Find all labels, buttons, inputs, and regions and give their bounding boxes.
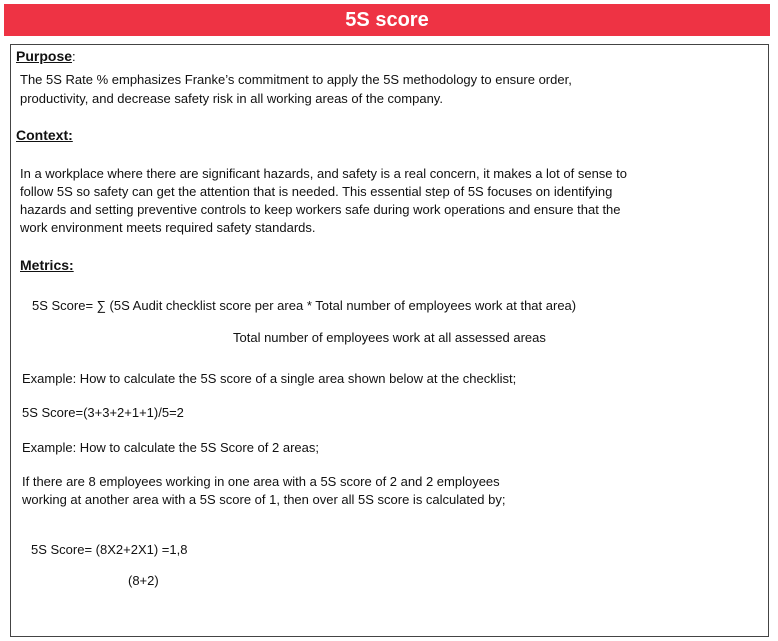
formula-denominator: Total number of employees work at all assessed areas xyxy=(233,330,546,345)
purpose-colon: : xyxy=(72,49,76,64)
purpose-line-1: The 5S Rate % emphasizes Franke’s commitment to apply the 5S methodology to ensure order, xyxy=(20,72,572,87)
context-line-4: work environment meets required safety standards. xyxy=(20,220,316,235)
example2-line-1: If there are 8 employees working in one area with a 5S score of 2 and 2 employees xyxy=(22,474,500,489)
example2-intro: Example: How to calculate the 5S Score of 2 areas; xyxy=(22,440,319,455)
page-title: 5S score xyxy=(4,4,770,36)
example1-intro: Example: How to calculate the 5S score of a single area shown below at the checklist; xyxy=(22,371,517,386)
example1-calc: 5S Score=(3+3+2+1+1)/5=2 xyxy=(22,405,184,420)
context-line-3: hazards and setting preventive controls to keep workers safe during work operations and ensure that the xyxy=(20,202,621,217)
context-line-2: follow 5S so safety can get the attention that is needed. This essential step of 5S focuses on identifying xyxy=(20,184,613,199)
purpose-line-2: productivity, and decrease safety risk in all working areas of the company. xyxy=(20,91,443,106)
example2-denominator: (8+2) xyxy=(128,573,159,588)
formula-numerator: 5S Score= ∑ (5S Audit checklist score per area * Total number of employees work at that area) xyxy=(32,298,577,313)
metrics-heading: Metrics: xyxy=(20,257,74,273)
example2-numerator: 5S Score= (8X2+2X1) =1,8 xyxy=(31,542,188,557)
purpose-heading-row xyxy=(16,48,76,65)
context-heading: Context: xyxy=(16,127,73,143)
purpose-heading: Purpose xyxy=(16,48,73,64)
example2-line-2: working at another area with a 5S score of 1, then over all 5S score is calculated by; xyxy=(22,492,506,507)
context-line-1: In a workplace where there are significant hazards, and safety is a real concern, it makes a lot of sense to xyxy=(20,166,627,181)
